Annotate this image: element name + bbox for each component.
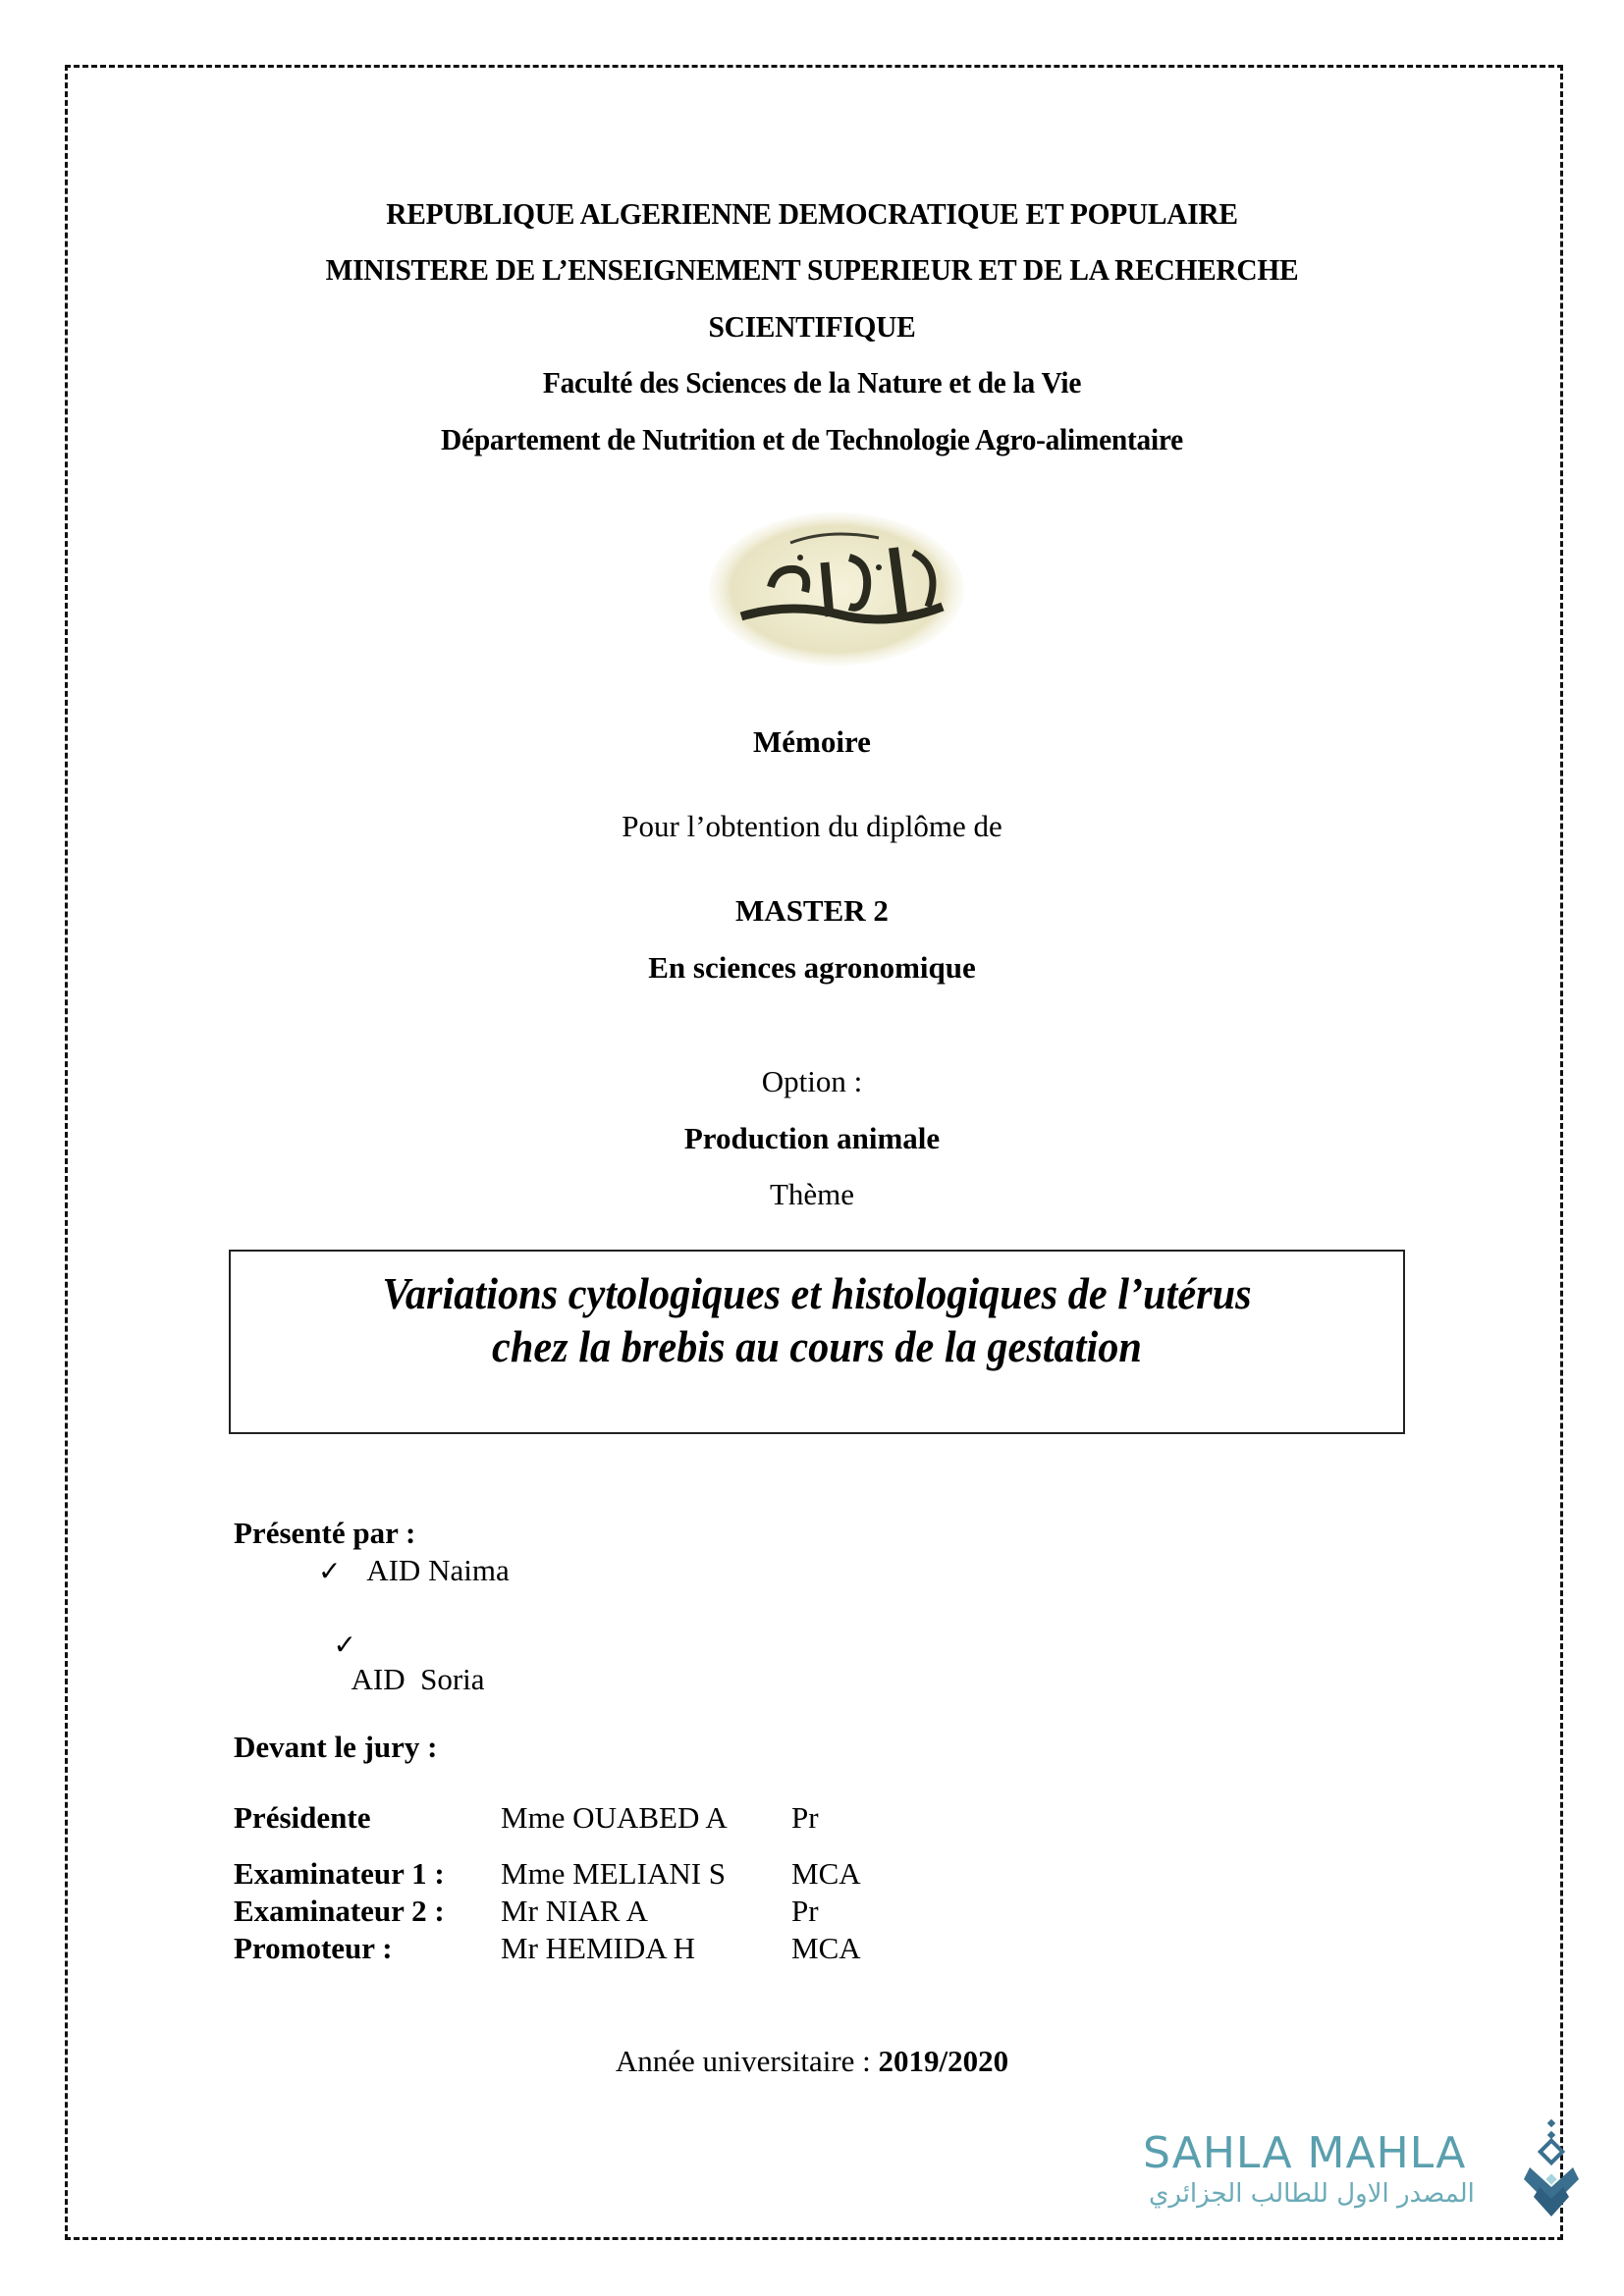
document-purpose: Pour l’obtention du diplôme de [622, 809, 1002, 843]
jury-role: Examinateur 1 : [234, 1856, 445, 1891]
author-name: AID Soria [351, 1662, 485, 1696]
check-icon: ✓ [318, 1557, 342, 1587]
academic-year [0, 2044, 1624, 2079]
field: En sciences agronomique [648, 950, 976, 985]
document-type: Mémoire [753, 724, 871, 759]
watermark-tagline: المصدر الاول للطالب الجزائري [1149, 2179, 1475, 2209]
watermark-brand: SAHLA MAHLA [1143, 2128, 1467, 2178]
jury-grade: MCA [791, 1931, 861, 1965]
university-logo [702, 508, 972, 670]
check-icon: ✓ [333, 1630, 356, 1661]
academic-year-label: Année universitaire : [615, 2044, 871, 2078]
header-department: Département de Nutrition et de Technologie Agro-alimentaire [441, 422, 1183, 456]
theme-title-line1: Variations cytologiques et histologiques de l’utérus [382, 1268, 1252, 1318]
theme-title-line2: chez la brebis au cours de la gestation [492, 1321, 1142, 1371]
jury-name: Mme MELIANI S [501, 1856, 727, 1891]
jury-role: Promoteur : [234, 1931, 393, 1965]
option-label: Option : [761, 1064, 863, 1098]
author-item [318, 1553, 510, 1588]
header-faculty: Faculté des Sciences de la Nature et de la Vie [542, 365, 1082, 400]
option-value: Production animale [683, 1121, 941, 1155]
header-scientifique: SCIENTIFIQUE [708, 309, 916, 344]
jury-label: Devant le jury : [234, 1730, 438, 1764]
degree: MASTER 2 [735, 893, 889, 928]
jury-grade: Pr [791, 1800, 819, 1835]
sahla-mahla-watermark [1139, 2128, 1571, 2226]
jury-grade: Pr [791, 1894, 819, 1928]
header-ministry: MINISTERE DE L’ENSEIGNEMENT SUPERIEUR ET DE LA RECHERCHE [325, 252, 1299, 287]
jury-role: Présidente [234, 1800, 371, 1835]
header-republic: REPUBLIQUE ALGERIENNE DEMOCRATIQUE ET POPULAIRE [386, 196, 1238, 231]
jury-grade: MCA [791, 1856, 861, 1891]
jury-name: Mr NIAR A [501, 1894, 648, 1928]
author-name: AID Naima [366, 1553, 510, 1587]
sahla-mahla-emblem-icon [1522, 2118, 1581, 2226]
jury-name: Mme OUABED A [501, 1800, 728, 1835]
theme-box [229, 1250, 1405, 1434]
academic-year-value: 2019/2020 [878, 2044, 1009, 2078]
university-calligraphy-logo-icon [702, 508, 972, 670]
theme-label: Thème [769, 1177, 855, 1211]
authors-label: Présenté par : [234, 1516, 416, 1550]
author-item [318, 1591, 485, 1697]
jury-role: Examinateur 2 : [234, 1894, 445, 1928]
jury-name: Mr HEMIDA H [501, 1931, 696, 1965]
